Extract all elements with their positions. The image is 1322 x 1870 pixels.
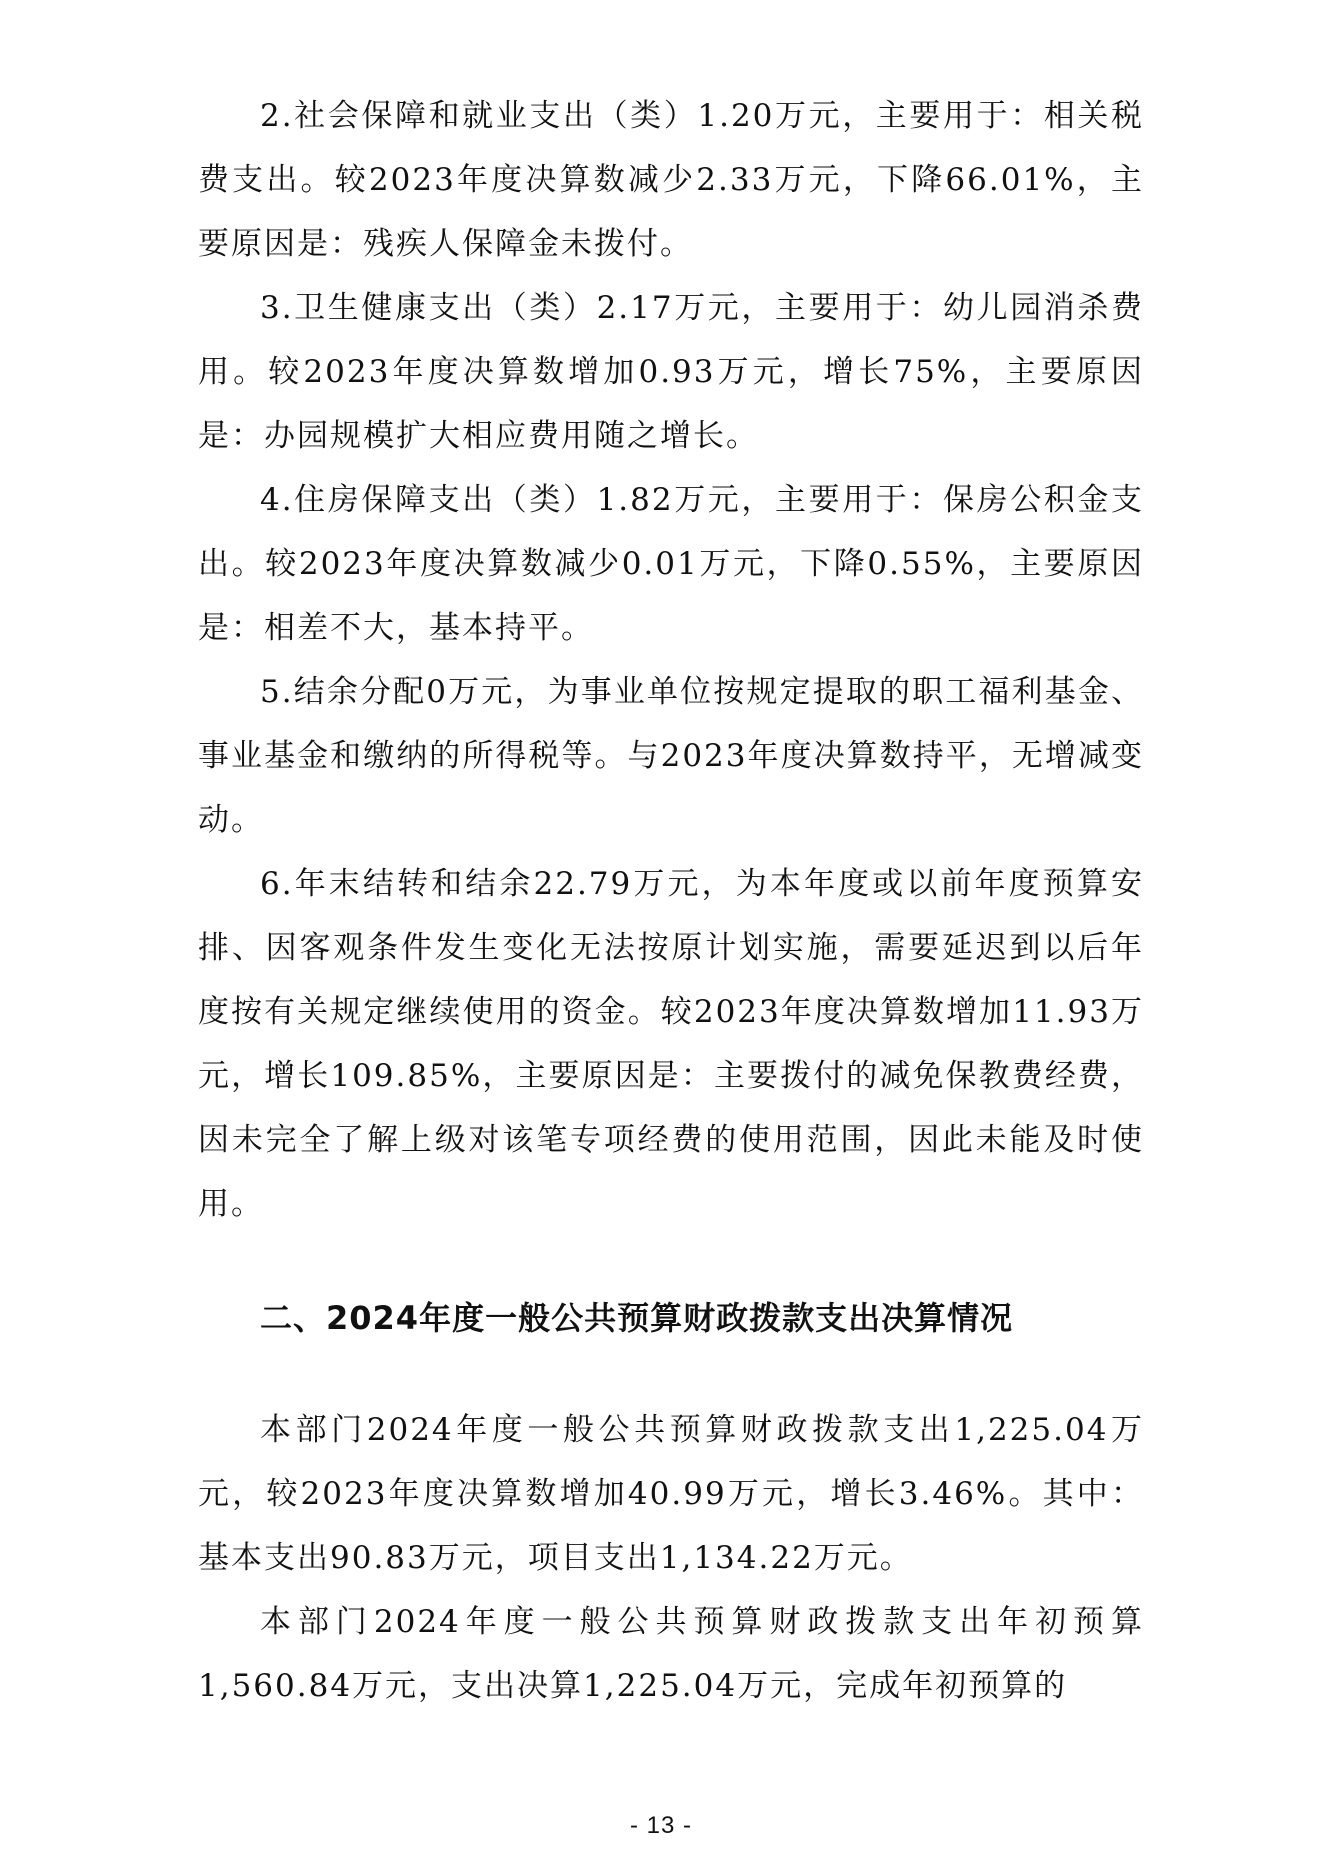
paragraph-surplus-distribution: 5.结余分配0万元，为事业单位按规定提取的职工福利基金、事业基金和缴纳的所得税等。与2023年度决算数持平，无增减变动。 bbox=[198, 674, 1144, 838]
page-number: - 13 - bbox=[629, 1812, 692, 1839]
paragraph-year-end-balance: 6.年末结转和结余22.79万元，为本年度或以前年度预算安排、因客观条件发生变化无法按原计划实施，需要延迟到以后年度按有关规定继续使用的资金。较2023年度决算数增加11.93万元，增长109.85%，主要原因是：主要拨付的减免保教费经费，因未完全了解上级对该笔专项经费的使用范围，因此未能及时使用。 bbox=[198, 866, 1144, 1222]
paragraph-health: 3.卫生健康支出（类）2.17万元，主要用于：幼儿园消杀费用。较2023年度决算数增加0.93万元，增长75%，主要原因是：办园规模扩大相应费用随之增长。 bbox=[198, 290, 1144, 454]
section-heading: 二、2024年度一般公共预算财政拨款支出决算情况 bbox=[260, 1299, 1014, 1337]
paragraph-social-security: 2.社会保障和就业支出（类）1.20万元，主要用于：相关税费支出。较2023年度决算数减少2.33万元，下降66.01%，主要原因是：残疾人保障金未拨付。 bbox=[198, 98, 1144, 262]
page-content bbox=[198, 84, 1144, 1718]
paragraph-general-budget-expenditure: 本部门2024年度一般公共预算财政拨款支出1,225.04万元，较2023年度决算数增加40.99万元，增长3.46%。其中：基本支出90.83万元，项目支出1,134.22万元。 bbox=[198, 1412, 1144, 1576]
paragraph-initial-budget: 本部门2024年度一般公共预算财政拨款支出年初预算1,560.84万元，支出决算1,225.04万元，完成年初预算的 bbox=[198, 1604, 1144, 1704]
paragraph-housing: 4.住房保障支出（类）1.82万元，主要用于：保房公积金支出。较2023年度决算数减少0.01万元，下降0.55%，主要原因是：相差不大，基本持平。 bbox=[198, 482, 1144, 646]
